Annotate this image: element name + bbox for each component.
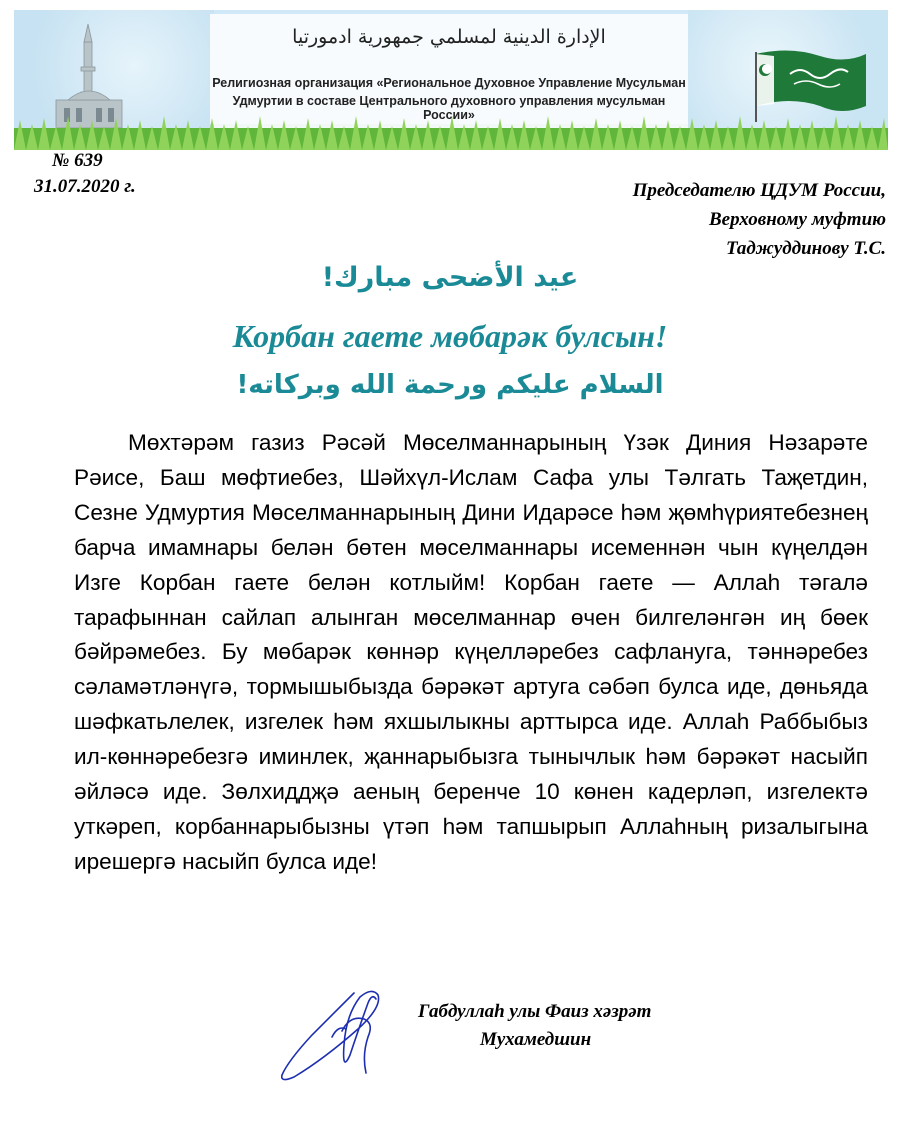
greeting-tatar: Корбан гаете мөбарәк булсын! [232, 318, 668, 354]
signer-name: Габдуллаһ улы Фаиз хәзрәт [418, 1001, 652, 1022]
document-date: 31.07.2020 г. [34, 176, 136, 197]
addressee-line-2: Верховному муфтию [708, 209, 886, 230]
grass-decoration [14, 114, 888, 150]
document-number: № 639 [52, 150, 103, 171]
greeting-arabic-salam: السلام عليكم ورحمة الله وبركاته! [236, 370, 664, 400]
letterhead-arabic-title: الإدارة الدينية لمسلمي جمهورية ادمورتيا [292, 26, 606, 48]
addressee-block [633, 176, 886, 263]
addressee-line-3: Таджуддинову Т.С. [725, 238, 886, 259]
greeting-arabic-eid: عيد الأضحى مبارك! [321, 262, 579, 293]
signer-surname: Мухамедшин [480, 1029, 592, 1050]
flag-icon [750, 44, 870, 124]
signer-block [418, 998, 651, 1054]
letter-body: Мөхтәрәм газиз Рәсәй Мөселманнарының Үзәк Диния Нәзарәте Рәисе, Баш мөфтиебез, Шәйхүл-Ислам Сафа улы Тәлгать Таҗетдин, Сезне Удмуртия Мөселманнарының Дини Идарәсе һәм җөмһүриятебезнең барча имамнары белән бөтен мөселманнары исеменнән чын күңелдән Изге Корбан гаете белән котлыйм! Корбан гаете — Аллаһ тәгалә тарафыннан сайлап алынган мөселманнар өчен билгеләнгән иң бөек бәйрәмебез. Бу мөбарәк көннәр күңелләребез сафлануга, тәннәребез сәламәтләнүгә, тормышыбызда бәрәкәт артуга сәбәп булса иде, дөньяда шәфкатьлелек, изгелек һәм яхшылыкны арттырса иде. Аллаһ Раббыбыз ил-көннәребезгә иминлек, җаннарыбызга тынычлык һәм бәрәкәт насыйп әйләсә иде. Зөлхиддҗә аеның беренче 10 көнен кадерләп, изгелектә уткәреп, корбаннарыбызны үтәп һәм тапшырып Аллаһның ризалыгына ирешергә насыйп булса иде! [74, 430, 868, 874]
letterhead-title-line-2: Удмуртии в составе Центрального духовного управления мусульман России» [232, 94, 666, 122]
handwritten-signature [272, 985, 422, 1085]
letterhead-banner [14, 10, 888, 150]
addressee-line-1: Председателю ЦДУМ России, [632, 180, 886, 201]
letterhead-title-line-1: Религиозная организация «Региональное Духовное Управление Мусульман [212, 76, 686, 90]
